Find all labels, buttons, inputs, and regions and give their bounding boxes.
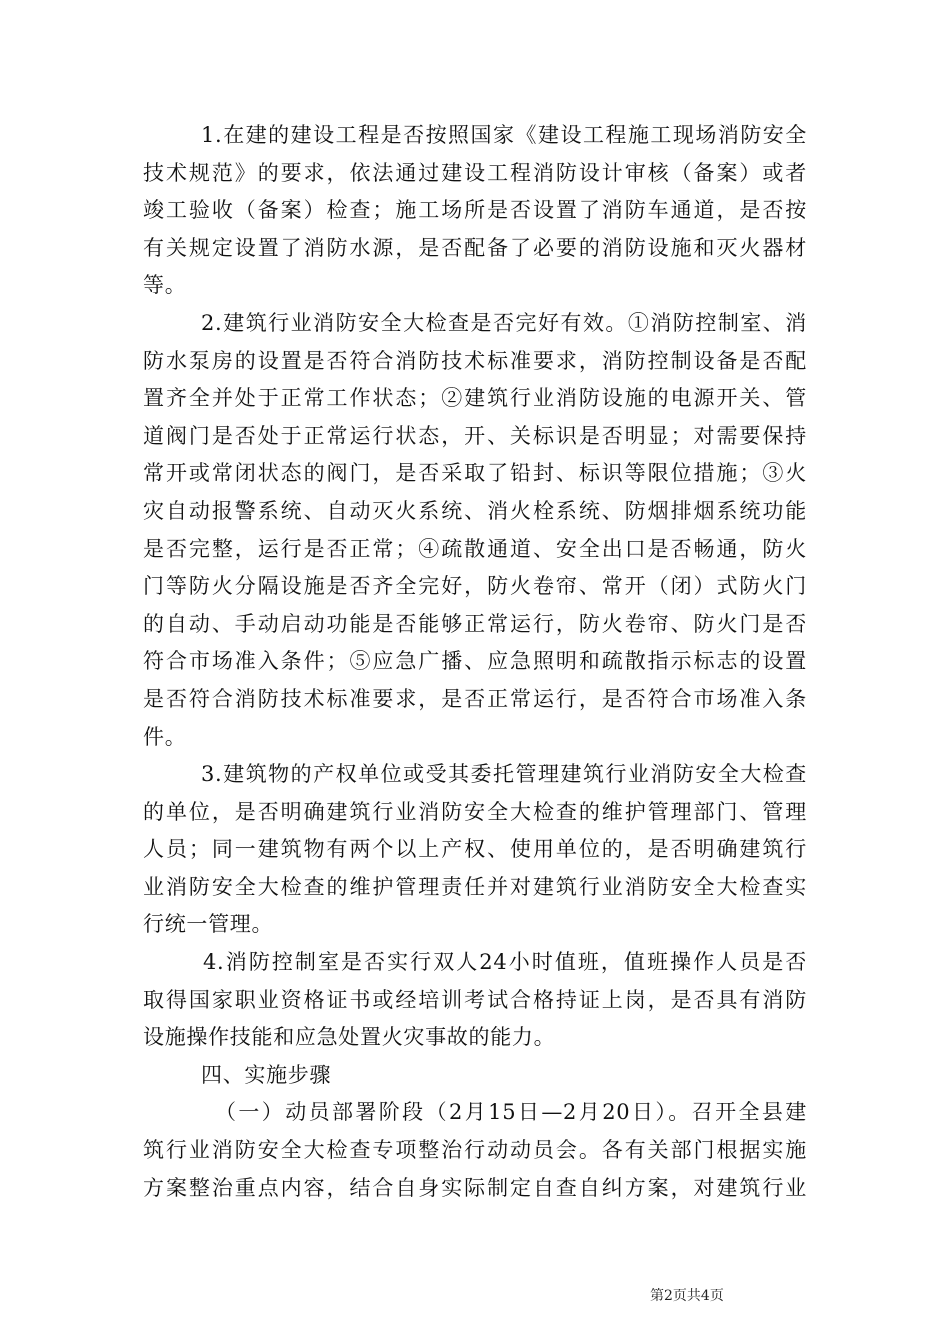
paragraph-line: 符合市场准入条件；⑤应急广播、应急照明和疏散指示标志的设置 [143, 649, 807, 674]
paragraph-line: 行统一管理。 [143, 912, 274, 937]
paragraph-line: 的自动、手动启动功能是否能够正常运行，防火卷帘、防火门是否 [143, 611, 807, 636]
paragraph-line: 门等防火分隔设施是否齐全完好，防火卷帘、常开（闭）式防火门 [143, 574, 807, 599]
paragraph-line: 筑行业消防安全大检查专项整治行动动员会。各有关部门根据实施 [143, 1138, 807, 1163]
paragraph-line: 业消防安全大检查的维护管理责任并对建筑行业消防安全大检查实 [143, 874, 807, 899]
paragraph-line: 4.消防控制室是否实行双人24小时值班，值班操作人员是否 [203, 950, 807, 975]
paragraph-line: 道阀门是否处于正常运行状态，开、关标识是否明显；对需要保持 [143, 423, 807, 448]
page-number-footer: 第2页共4页 [650, 1288, 724, 1304]
paragraph-line: 设施操作技能和应急处置火灾事故的能力。 [143, 1025, 556, 1050]
paragraph-line: 技术规范》的要求，依法通过建设工程消防设计审核（备案）或者 [143, 160, 807, 185]
paragraph-line: 是否完整，运行是否正常；④疏散通道、安全出口是否畅通，防火 [143, 536, 807, 561]
paragraph-line: 方案整治重点内容，结合自身实际制定自查自纠方案，对建筑行业 [143, 1175, 807, 1200]
paragraph-line: 件。 [143, 724, 187, 749]
document-body [143, 117, 807, 1207]
paragraph-line: 有关规定设置了消防水源，是否配备了必要的消防设施和灭火器材 [143, 235, 807, 260]
paragraph-line: 取得国家职业资格证书或经培训考试合格持证上岗，是否具有消防 [143, 987, 807, 1012]
paragraph-line: 1.在建的建设工程是否按照国家《建设工程施工现场消防安全 [201, 123, 807, 147]
paragraph-line: 防水泵房的设置是否符合消防技术标准要求，消防控制设备是否配 [143, 348, 807, 373]
paragraph-line: （一）动员部署阶段（2月15日—2月20日）。召开全县建 [215, 1100, 807, 1125]
paragraph-line: 置齐全并处于正常工作状态；②建筑行业消防设施的电源开关、管 [143, 386, 807, 411]
paragraph-line: 2.建筑行业消防安全大检查是否完好有效。①消防控制室、消 [201, 310, 807, 335]
paragraph-line: 3.建筑物的产权单位或受其委托管理建筑行业消防安全大检查 [201, 762, 807, 787]
paragraph-line: 人员；同一建筑物有两个以上产权、使用单位的，是否明确建筑行 [143, 837, 807, 862]
paragraph-line: 灾自动报警系统、自动灭火系统、消火栓系统、防烟排烟系统功能 [143, 498, 807, 523]
paragraph-line: 竣工验收（备案）检查；施工场所是否设置了消防车通道，是否按 [143, 198, 807, 223]
paragraph-line: 等。 [143, 273, 187, 298]
paragraph-line: 常开或常闭状态的阀门，是否采取了铅封、标识等限位措施；③火 [143, 461, 807, 486]
section-heading: 四、实施步骤 [201, 1062, 332, 1087]
paragraph-line: 的单位，是否明确建筑行业消防安全大检查的维护管理部门、管理 [143, 799, 807, 824]
paragraph-line: 是否符合消防技术标准要求，是否正常运行，是否符合市场准入条 [143, 686, 807, 711]
